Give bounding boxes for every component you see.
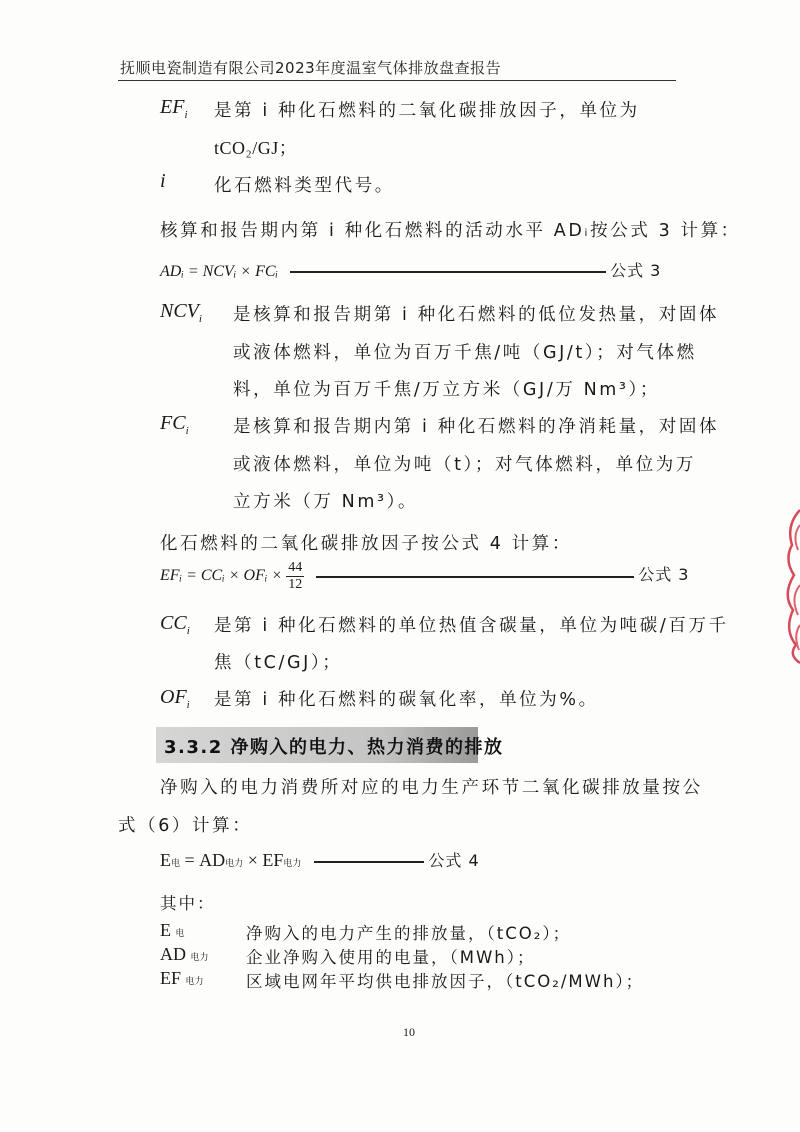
def-ad-text: 企业净购入使用的电量，（MWh）； — [246, 948, 536, 967]
formula-electricity: E电 = AD电力 × EF电力 公式 4 — [160, 850, 480, 870]
def-ef-text: 区域电网年平均供电排放因子，（tCO₂/MWh）； — [246, 972, 645, 991]
ncv-line3: 料，单位为百万千焦/万立方米（GJ/万 Nm³）； — [233, 380, 660, 400]
page-number: 10 — [403, 1025, 415, 1039]
paragraph-electricity-line2: 式（6）计算： — [118, 816, 253, 836]
seal-stamp-fragment — [778, 505, 800, 665]
paragraph-activity-level: 核算和报告期内第 i 种化石燃料的活动水平 ADᵢ按公式 3 计算： — [160, 221, 741, 241]
cc-symbol: $CC_i$ — [160, 612, 190, 637]
formula-label: 公式 4 — [428, 851, 480, 870]
page-header: 抚顺电瓷制造有限公司2023年度温室气体排放盘查报告 — [120, 59, 502, 77]
ncv-symbol: $NCV_i$ — [160, 300, 202, 325]
formula-leader-line — [290, 271, 606, 273]
paragraph-electricity-line1: 净购入的电力消费所对应的电力生产环节二氧化碳排放量按公 — [160, 778, 703, 798]
of-line1: 是第 i 种化石燃料的碳氧化率，单位为%。 — [214, 690, 599, 710]
header-rule — [118, 80, 676, 81]
ef-definition-line1: 是第 i 种化石燃料的二氧化碳排放因子，单位为 — [214, 101, 640, 121]
i-definition: 化石燃料类型代号。 — [214, 176, 395, 196]
ncv-line2: 或液体燃料，单位为百万千焦/吨（GJ/t）；对气体燃 — [233, 343, 697, 363]
cc-line2: 焦（tC/GJ）； — [214, 653, 343, 673]
section-heading: 3.3.2 净购入的电力、热力消费的排放 — [164, 737, 504, 758]
ncv-line1: 是核算和报告期第 i 种化石燃料的低位发热量，对固体 — [233, 305, 720, 325]
fraction-44-12: $\frac{44}{12}$ — [288, 560, 303, 592]
def-e-text: 净购入的电力产生的排放量，（tCO₂）； — [246, 924, 572, 943]
formula-leader-line — [314, 861, 424, 863]
cc-line1: 是第 i 种化石燃料的单位热值含碳量，单位为吨碳/百万千 — [214, 616, 729, 636]
formula-ef: EFᵢ = CCᵢ × OFᵢ × $\frac{44}{12}$ 公式 3 — [160, 560, 690, 592]
fc-symbol: $FC_i$ — [160, 412, 189, 437]
fc-line2: 或液体燃料，单位为吨（t）；对气体燃料，单位为万 — [233, 455, 697, 475]
of-symbol: $OF_i$ — [160, 686, 190, 711]
i-symbol: i — [160, 170, 166, 192]
formula-ad: ADᵢ = NCVᵢ × FCᵢ 公式 3 — [160, 261, 662, 280]
formula-label: 公式 3 — [610, 261, 662, 280]
def-ad-symbol: AD 电力 — [160, 944, 209, 964]
formula-leader-line — [316, 576, 634, 578]
formula-label: 公式 3 — [638, 565, 690, 585]
ef-definition-line2: tCO₂/GJ； — [214, 138, 298, 158]
ef-symbol: $EF_i$ — [160, 96, 188, 121]
qizhong-label: 其中： — [160, 894, 216, 913]
def-ef-symbol: EF 电力 — [160, 968, 204, 988]
def-e-symbol: E 电 — [160, 920, 185, 940]
paragraph-emission-factor: 化石燃料的二氧化碳排放因子按公式 4 计算： — [160, 534, 572, 554]
fc-line3: 立方米（万 Nm³）。 — [233, 492, 419, 512]
fc-line1: 是核算和报告期内第 i 种化石燃料的净消耗量，对固体 — [233, 417, 720, 437]
